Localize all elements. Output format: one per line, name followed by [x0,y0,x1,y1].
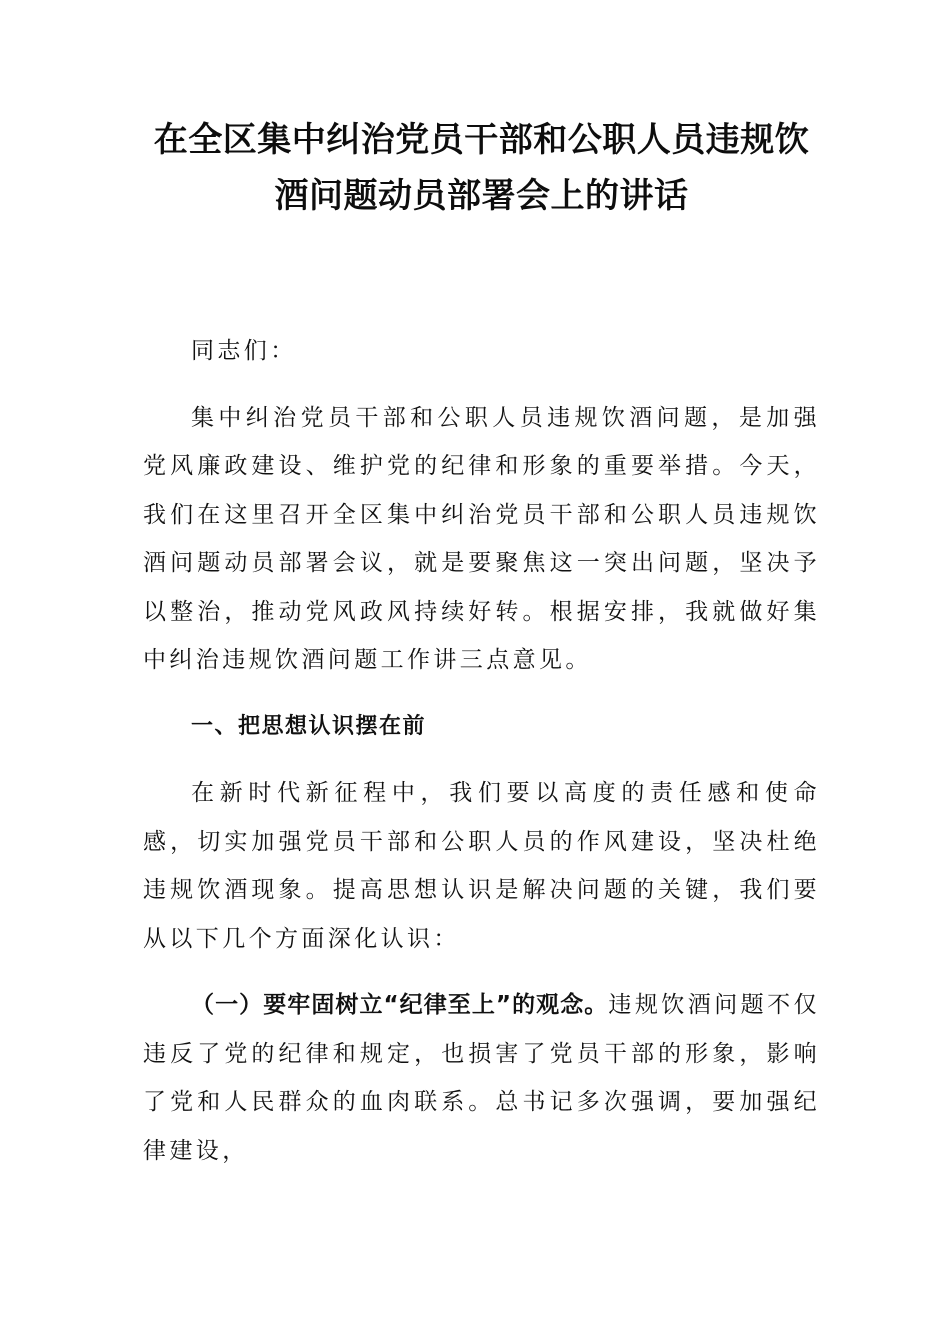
document-title [143,112,820,224]
title-line-1: 在全区集中纠治党员干部和公职人员违规饮 [153,120,810,160]
section-1-paragraph: 在新时代新征程中，我们要以高度的责任感和使命感，切实加强党员干部和公职人员的作风建设，坚决杜绝违规饮酒现象。提高思想认识是解决问题的关键，我们要从以下几个方面深化认识： [143,780,820,952]
salutation: 同志们： [191,338,297,364]
point-1-text: 违规饮酒问题不仅违反了党的纪律和规定，也损害了党员干部的形象，影响了党和人民群众的血肉联系。总书记多次强调，要加强纪律建设， [143,992,820,1164]
document-page [0,112,950,1342]
title-line-2: 酒问题动员部署会上的讲话 [274,176,689,216]
section-1-heading: 一、把思想认识摆在前 [191,713,427,739]
point-1-paragraph [143,981,820,1175]
intro-paragraph: 集中纠治党员干部和公职人员违规饮酒问题，是加强党风廉政建设、维护党的纪律和形象的重要举措。今天，我们在这里召开全区集中纠治党员干部和公职人员违规饮酒问题动员部署会议，就是要聚焦这一突出问题，坚决予以整治，推动党风政风持续好转。根据安排，我就做好集中纠治违规饮酒问题工作讲三点意见。 [143,404,820,673]
point-1-lead: （一）要牢固树立“纪律至上”的观念。 [191,992,609,1018]
